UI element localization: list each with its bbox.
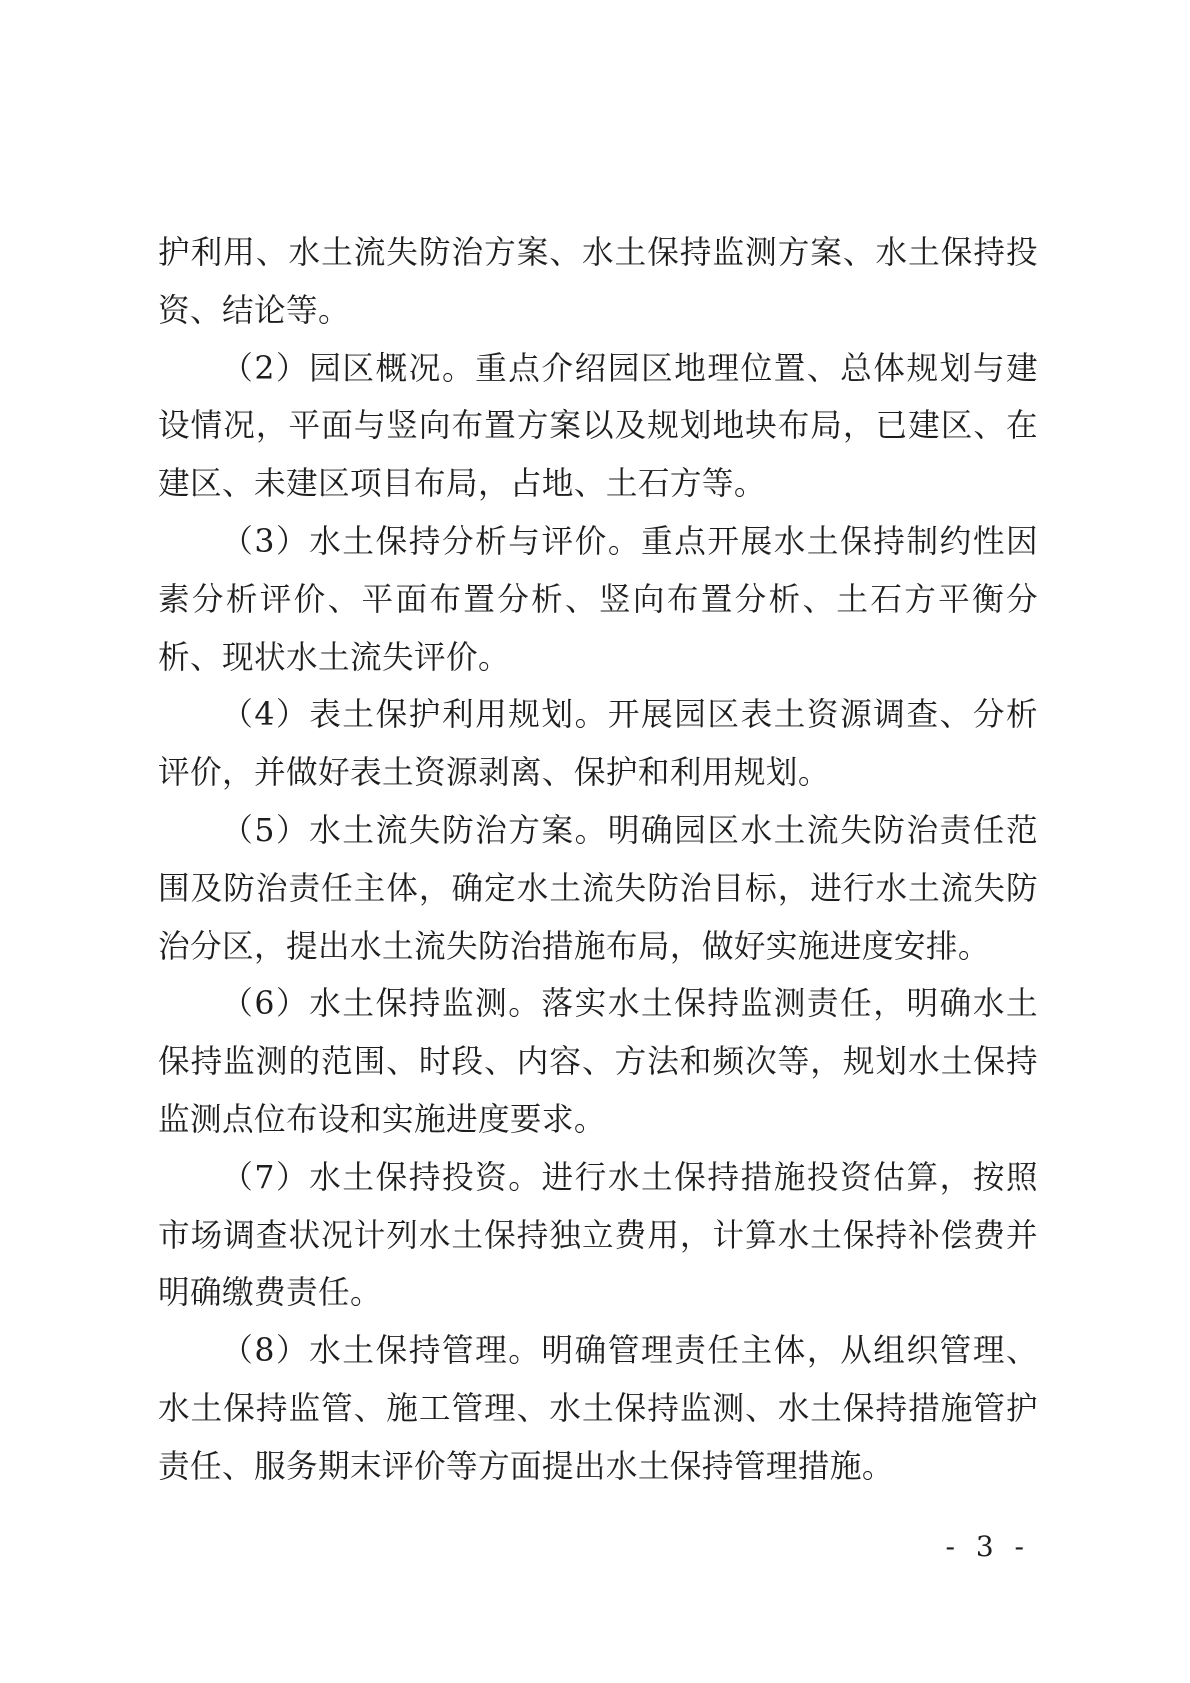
paragraph-monitoring: （6）水土保持监测。落实水土保持监测责任，明确水土保持监测的范围、时段、内容、方法和频次等，规划水土保持监测点位布设和实施进度要求。 <box>158 986 1038 1138</box>
paragraph-park-overview: （2）园区概况。重点介绍园区地理位置、总体规划与建设情况，平面与竖向布置方案以及规划地块布局，已建区、在建区、未建区项目布局，占地、土石方等。 <box>158 350 1038 503</box>
paragraph-prevention-plan: （5）水土流失防治方案。明确园区水土流失防治责任范围及防治责任主体，确定水土流失防治目标，进行水土流失防治分区，提出水土流失防治措施布局，做好实施进度安排。 <box>158 812 1038 965</box>
paragraph-analysis-evaluation: （3）水土保持分析与评价。重点开展水土保持制约性因素分析评价、平面布置分析、竖向布置分析、土石方平衡分析、现状水土流失评价。 <box>158 523 1038 676</box>
paragraph-management: （8）水土保持管理。明确管理责任主体，从组织管理、水土保持监管、施工管理、水土保持监测、水土保持措施管护责任、服务期末评价等方面提出水土保持管理措施。 <box>158 1333 1038 1485</box>
document-body <box>158 225 1038 1497</box>
page-number: - 3 - <box>945 1530 1030 1563</box>
paragraph-investment: （7）水土保持投资。进行水土保持措施投资估算，按照市场调查状况计列水土保持独立费用，计算水土保持补偿费并明确缴费责任。 <box>158 1159 1038 1312</box>
paragraph-continuation: 护利用、水土流失防治方案、水土保持监测方案、水土保持投资、结论等。 <box>158 235 1038 329</box>
paragraph-topsoil-planning: （4）表土保护利用规划。开展园区表土资源调查、分析评价，并做好表土资源剥离、保护和利用规划。 <box>158 697 1038 792</box>
